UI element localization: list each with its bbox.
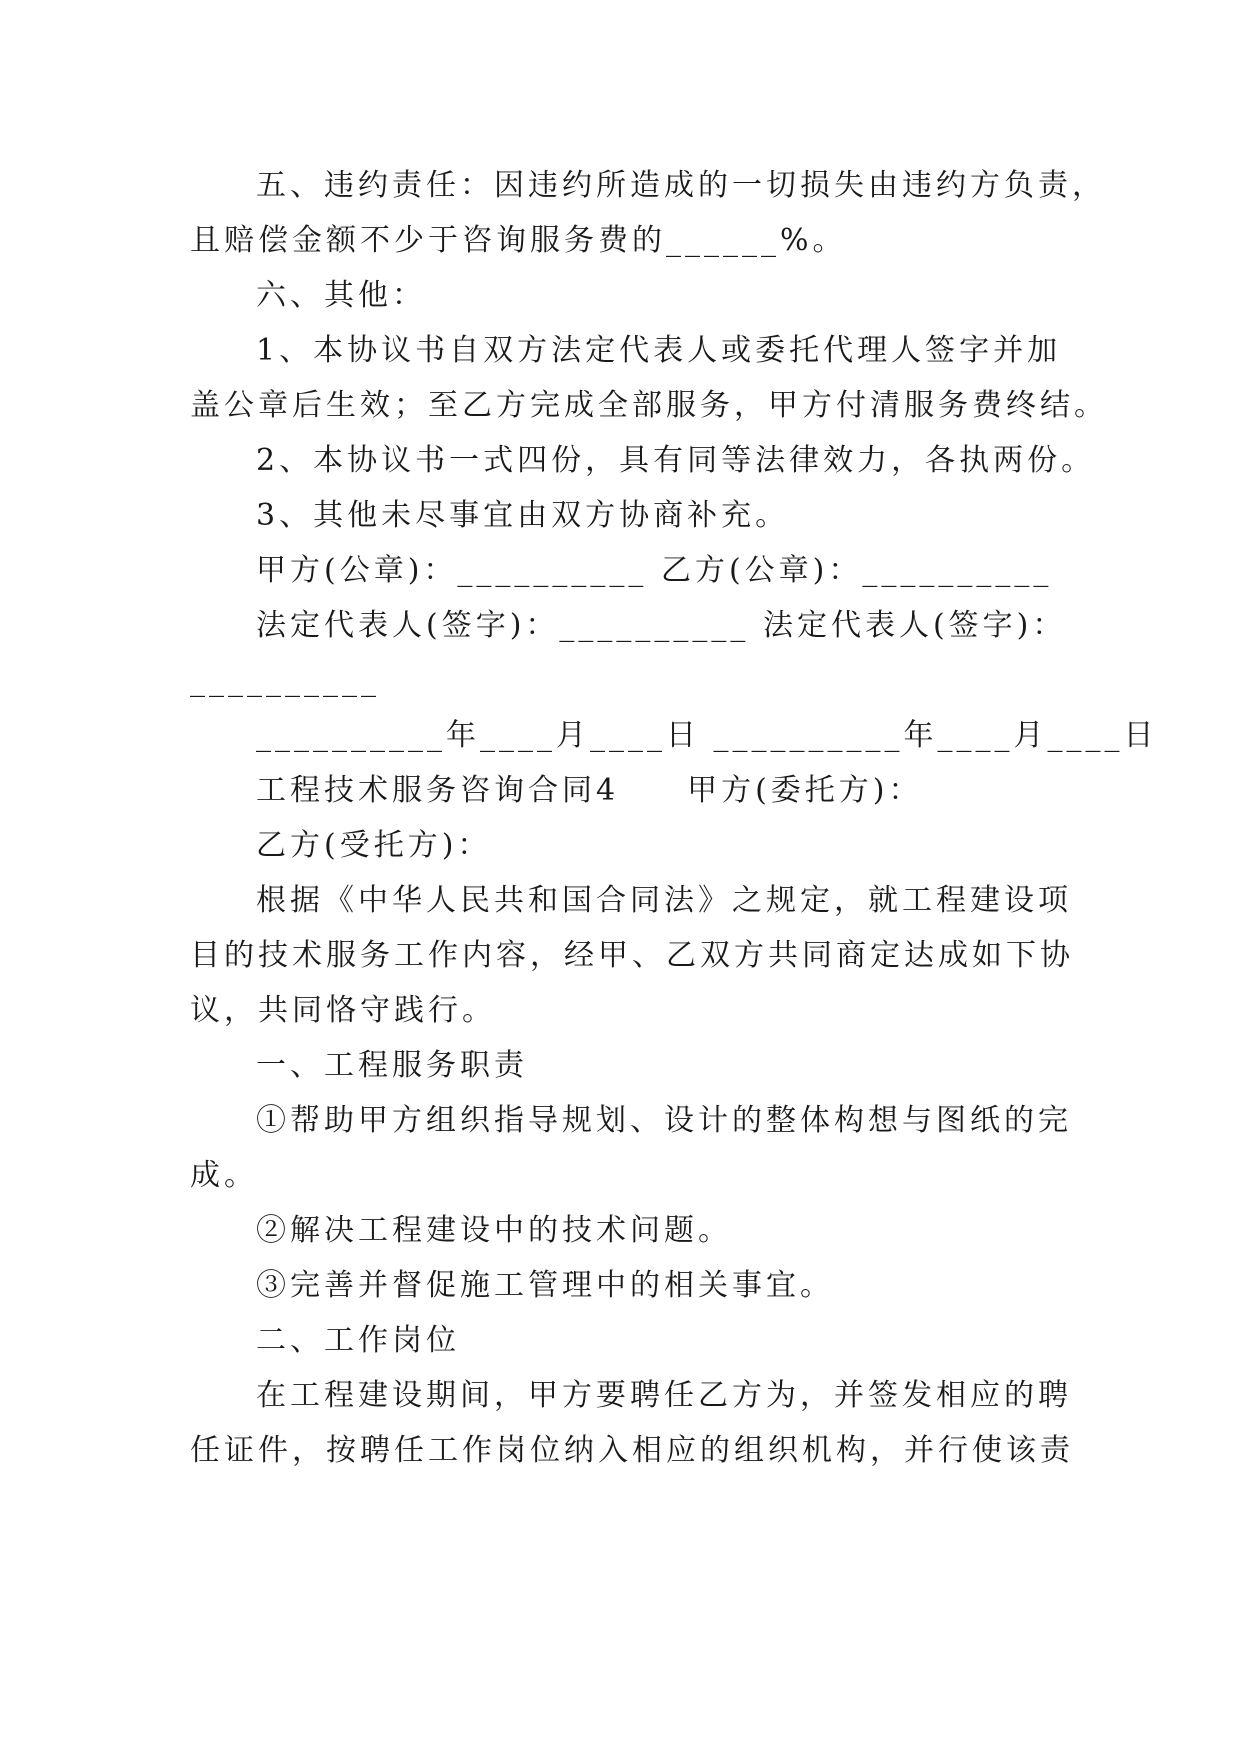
party-b-line: 乙方(受托方)：	[256, 828, 492, 863]
preamble-line-1: 根据《中华人民共和国合同法》之规定，就工程建设项	[256, 883, 1072, 918]
duty-3: ③完善并督促施工管理中的相关事宜。	[256, 1268, 834, 1303]
section-2-heading: 二、工作岗位	[256, 1323, 460, 1358]
clause-6-item-1-line-2: 盖公章后生效；至乙方完成全部服务，甲方付清服务费终结。	[190, 388, 1108, 423]
duty-1-line-1: ①帮助甲方组织指导规划、设计的整体构想与图纸的完	[256, 1103, 1072, 1138]
contract-4-title: 工程技术服务咨询合同4 甲方(委托方)：	[256, 773, 923, 808]
signature-blank: __________	[190, 663, 380, 698]
section-2-line-2: 任证件，按聘任工作岗位纳入相应的组织机构，并行使该责	[190, 1433, 1074, 1468]
date-line: __________年____月____日 __________年____月____日	[256, 718, 1158, 753]
signature-line: 法定代表人(签字)：__________ 法定代表人(签字)：	[256, 608, 1067, 643]
clause-6-item-1-line-1: 1、本协议书自双方法定代表人或委托代理人签字并加	[256, 333, 1062, 368]
duty-1-line-2: 成。	[190, 1158, 258, 1193]
duty-2: ②解决工程建设中的技术问题。	[256, 1213, 732, 1248]
clause-5-line-1: 五、违约责任：因违约所造成的一切损失由违约方负责，	[256, 168, 1106, 203]
clause-5-line-2: 且赔偿金额不少于咨询服务费的______%。	[190, 223, 847, 258]
preamble-line-3: 议，共同恪守践行。	[190, 993, 496, 1028]
section-2-line-1: 在工程建设期间，甲方要聘任乙方为，并签发相应的聘	[256, 1378, 1072, 1413]
clause-6-item-2: 2、本协议书一式四份，具有同等法律效力，各执两份。	[256, 443, 1096, 478]
section-1-heading: 一、工程服务职责	[256, 1048, 528, 1083]
clause-6-heading: 六、其他：	[256, 278, 426, 313]
preamble-line-2: 目的技术服务工作内容，经甲、乙双方共同商定达成如下协	[190, 938, 1074, 973]
seal-line: 甲方(公章)：__________ 乙方(公章)：__________	[256, 553, 1053, 588]
clause-6-item-3: 3、其他未尽事宜由双方协商补充。	[256, 498, 790, 533]
